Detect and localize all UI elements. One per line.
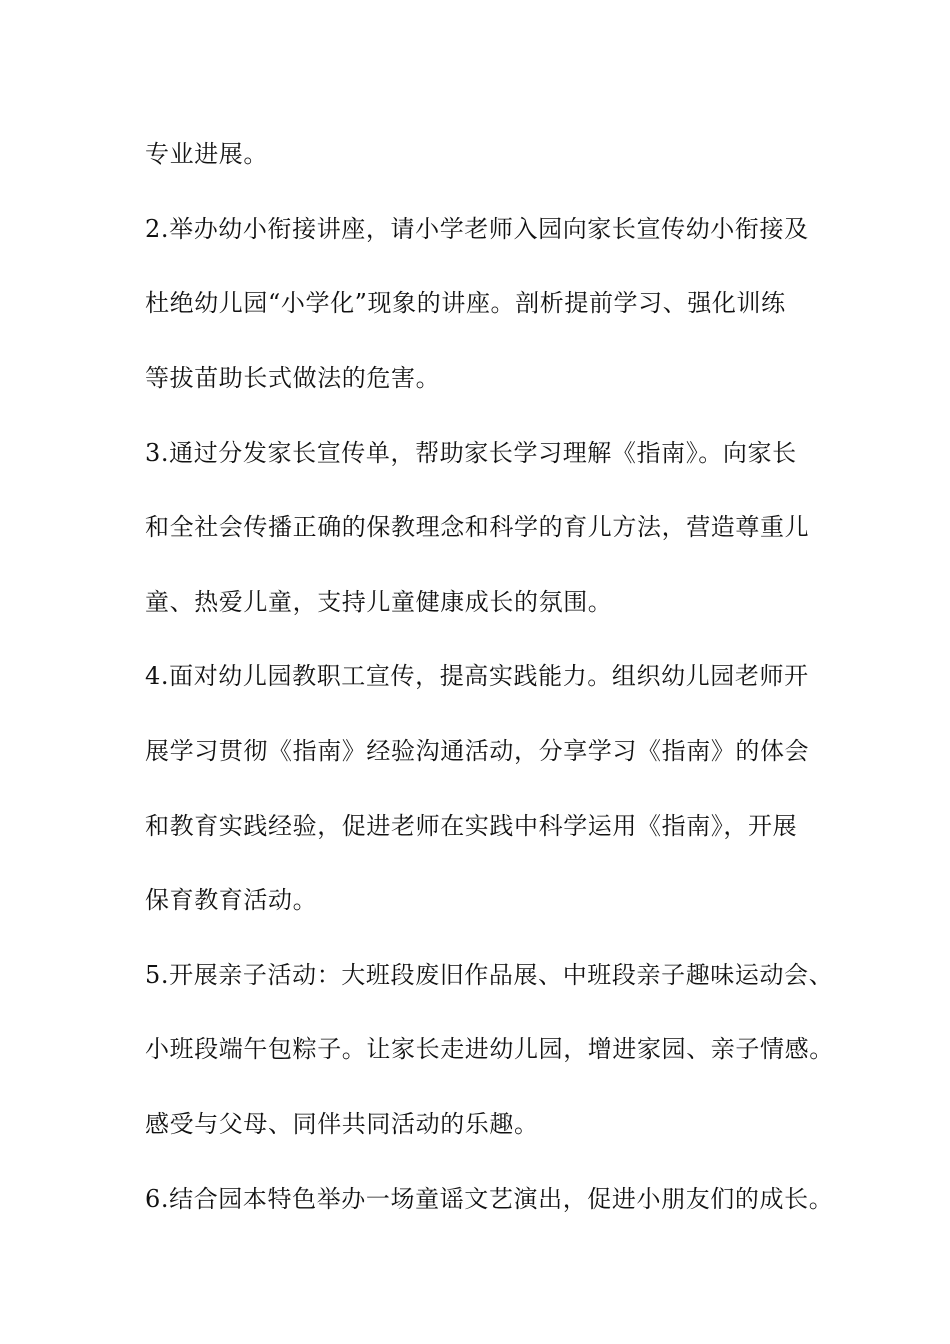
text-line-5: 3.通过分发家长宣传单，帮助家长学习理解《指南》。向家长: [145, 439, 797, 467]
text-line-4: 等拔苗助长式做法的危害。: [145, 364, 441, 392]
text-line-2: 2.举办幼小衔接讲座，请小学老师入园向家长宣传幼小衔接及: [145, 215, 809, 243]
text-line-10: 和教育实践经验，促进老师在实践中科学运用《指南》，开展: [145, 812, 798, 840]
text-line-15: 6.结合园本特色举办一场童谣文艺演出，促进小朋友们的成长。: [145, 1185, 834, 1213]
text-line-14: 感受与父母、同伴共同活动的乐趣。: [145, 1110, 539, 1138]
text-line-6: 和全社会传播正确的保教理念和科学的育儿方法，营造尊重儿: [145, 513, 810, 541]
text-line-9: 展学习贯彻《指南》经验沟通活动，分享学习《指南》的体会: [145, 737, 810, 765]
text-line-7: 童、热爱儿童，支持儿童健康成长的氛围。: [145, 588, 613, 616]
text-line-12: 5.开展亲子活动：大班段废旧作品展、中班段亲子趣味运动会、: [145, 961, 834, 989]
text-line-1: 专业进展。: [145, 140, 268, 168]
text-line-8: 4.面对幼儿园教职工宣传，提高实践能力。组织幼儿园老师开: [145, 662, 809, 690]
text-line-3: 杜绝幼儿园“小学化”现象的讲座。剖析提前学习、强化训练: [145, 289, 786, 317]
text-line-13: 小班段端午包粽子。让家长走进幼儿园，增进家园、亲子情感。: [145, 1035, 834, 1063]
text-line-11: 保育教育活动。: [145, 886, 318, 914]
